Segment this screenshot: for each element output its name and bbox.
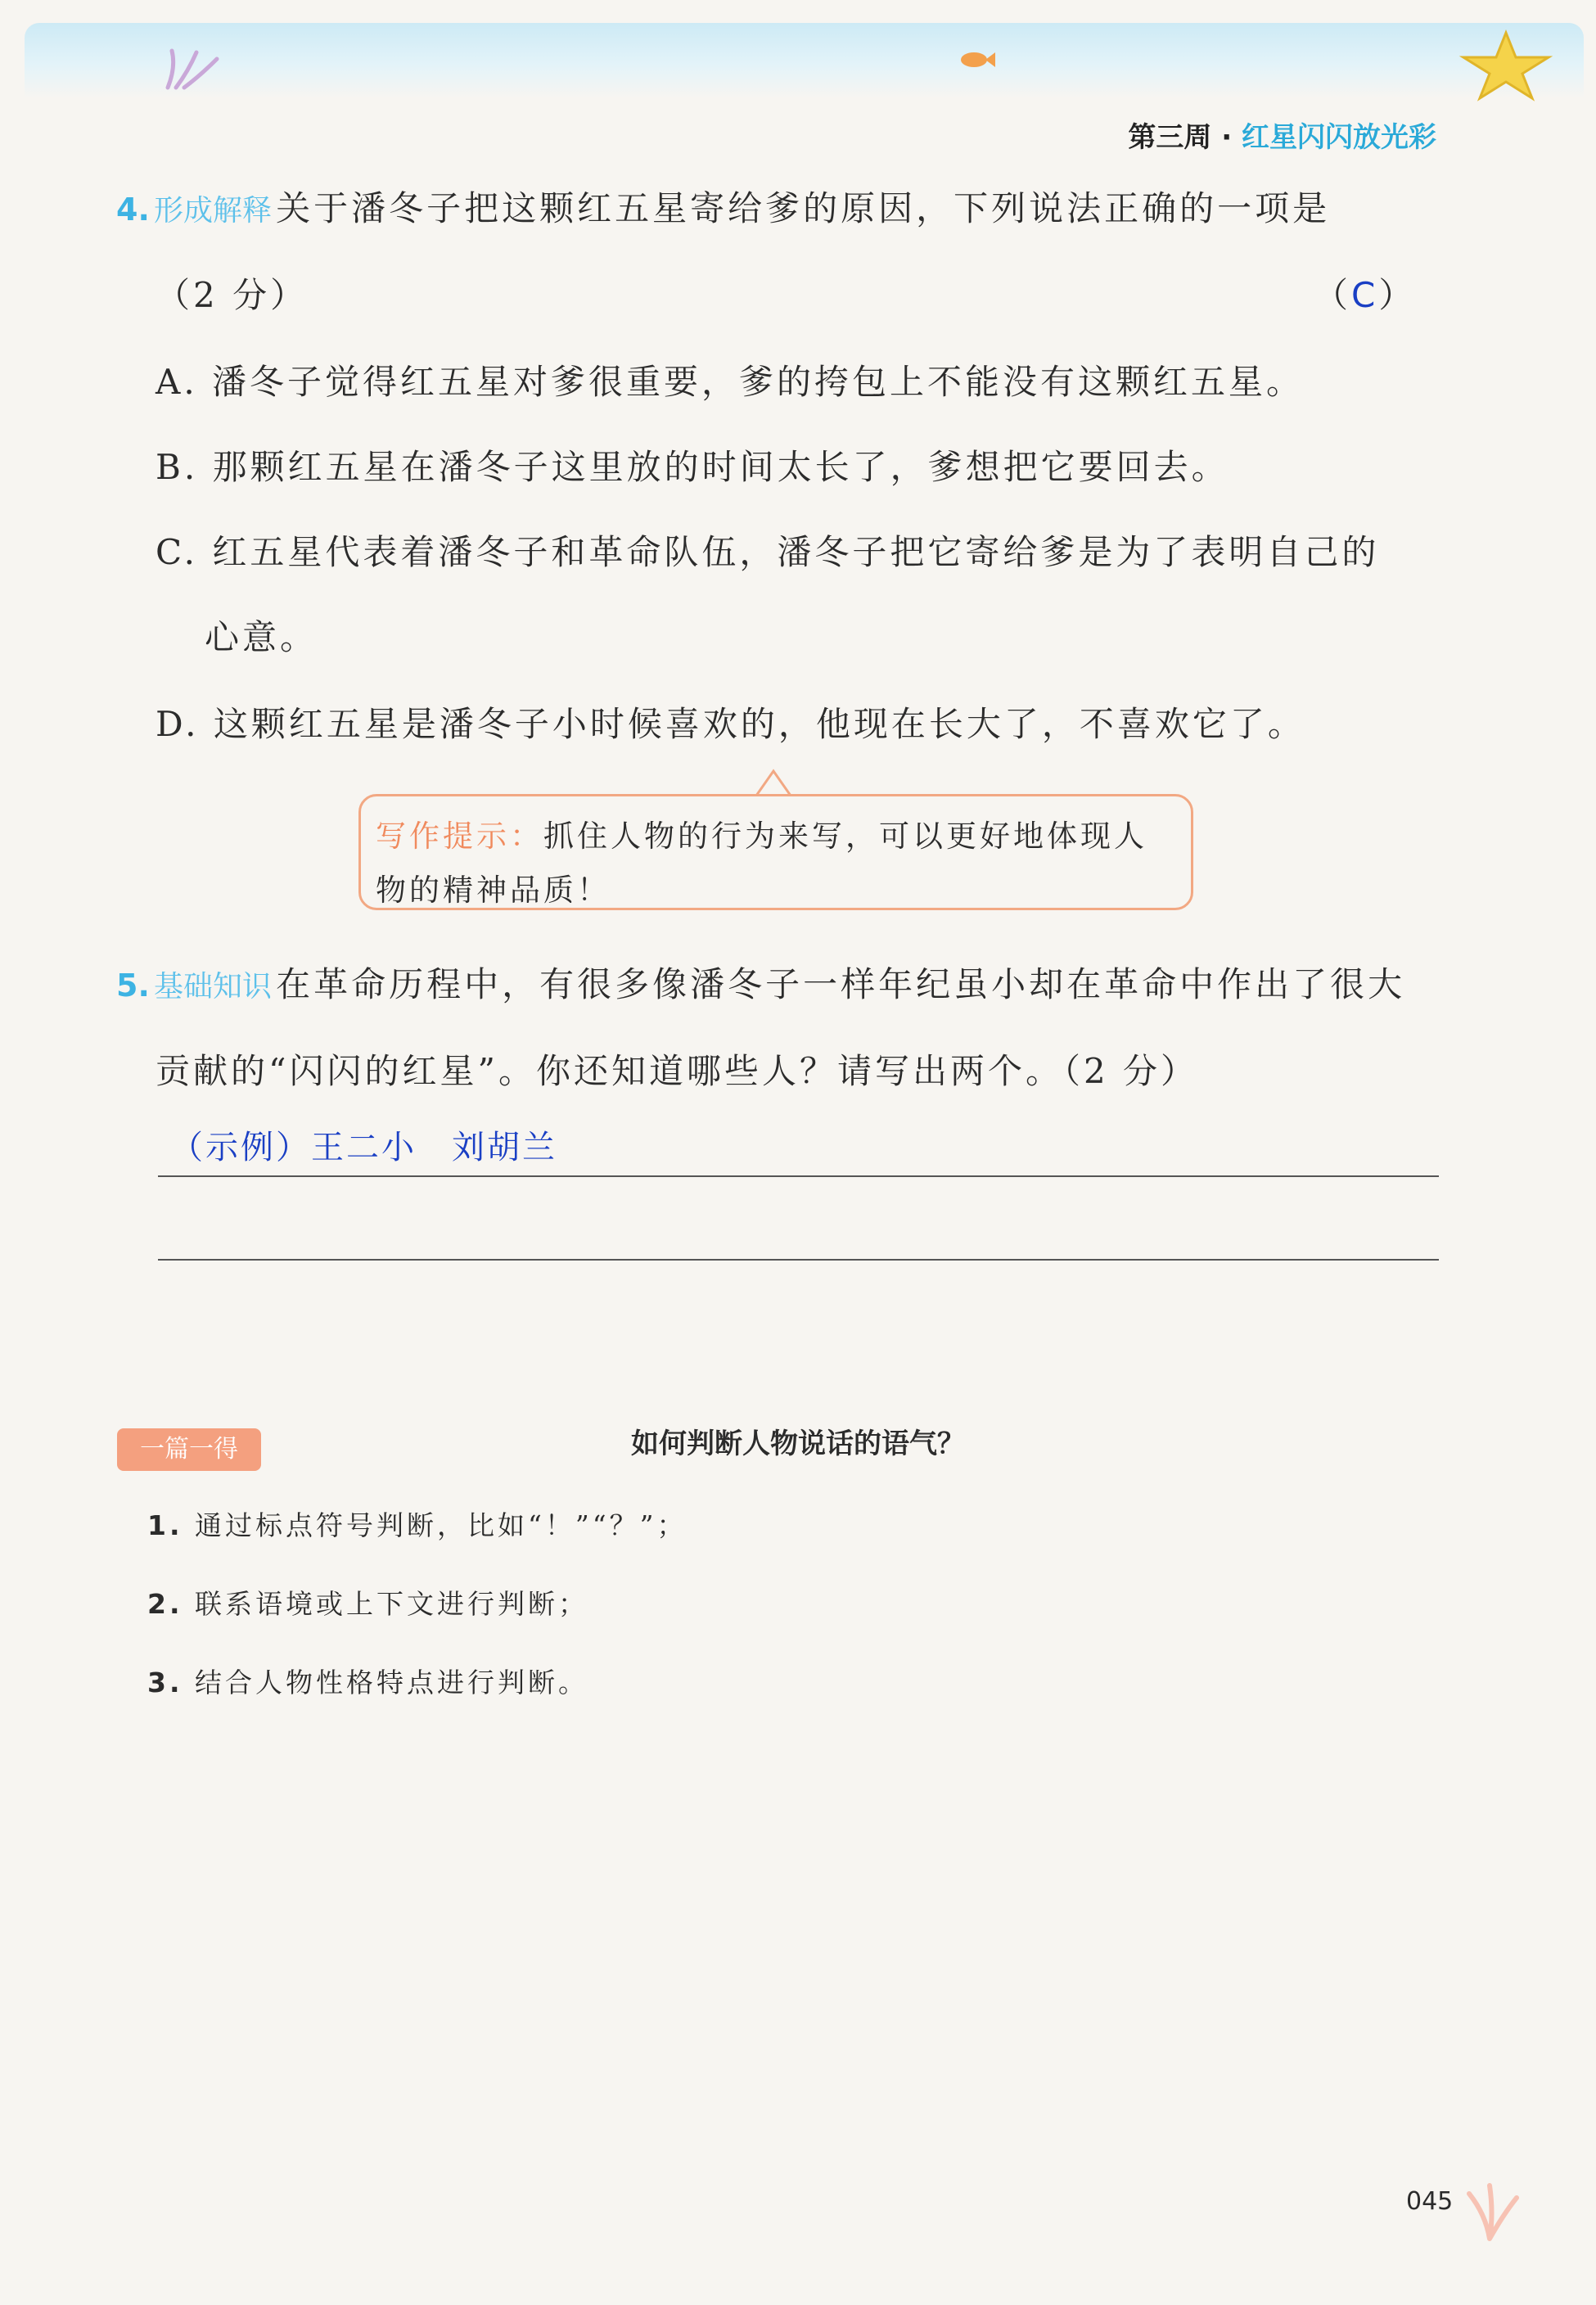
- q5-answer: （示例）王二小 刘胡兰: [170, 1129, 557, 1166]
- q5-stem-text: 在革命历程中，有很多像潘冬子一样年纪虽小却在革命中作出了很大: [276, 964, 1406, 1004]
- starfish-icon: [1457, 29, 1555, 102]
- q4-stem: [116, 182, 1330, 231]
- q5-number: 5.: [116, 968, 150, 1004]
- answer-line-2: [158, 1259, 1439, 1261]
- q4-number: 4.: [116, 192, 150, 228]
- coral-icon: [1453, 2169, 1526, 2243]
- top-banner: [25, 23, 1584, 98]
- answer-line-1: [158, 1175, 1439, 1177]
- q4-option-c: C. 红五星代表着潘冬子和革命队伍，潘冬子把它寄给爹是为了表明自己的: [156, 532, 1380, 572]
- q4-stem-text: 关于潘冬子把这颗红五星寄给爹的原因，下列说法正确的一项是: [276, 188, 1331, 228]
- tip-item: 2. 联系语境或上下文进行判断；: [147, 1588, 588, 1620]
- q4-answer: C: [1351, 275, 1379, 315]
- tip-item: 3. 结合人物性格特点进行判断。: [147, 1667, 588, 1698]
- q4-tag: 形成解释: [153, 194, 272, 228]
- q5-tag: 基础知识: [153, 970, 272, 1004]
- hint-text-2: 物的精神品质！: [376, 873, 611, 908]
- header-week: 第三周: [1128, 121, 1212, 154]
- q4-option-c-cont: 心意。: [205, 617, 318, 657]
- tip-title: 如何判断人物说话的语气？: [631, 1428, 965, 1460]
- writing-hint-box: [358, 794, 1193, 910]
- tip-badge: 一篇一得: [117, 1428, 261, 1471]
- hint-pointer: [753, 768, 794, 797]
- page-number: 045: [1406, 2187, 1454, 2216]
- header-title: 红星闪闪放光彩: [1242, 121, 1436, 154]
- coral-icon: [160, 43, 233, 92]
- header-separator: ·: [1221, 121, 1233, 154]
- fish-icon: [956, 47, 997, 72]
- q4-option-b: B. 那颗红五星在潘冬子这里放的时间太长了，爹想把它要回去。: [156, 447, 1229, 487]
- q4-score: （2 分）: [156, 275, 309, 315]
- q4-answer-bracket: （C）: [1314, 275, 1417, 315]
- q4-option-a: A. 潘冬子觉得红五星对爹很重要，爹的挎包上不能没有这颗红五星。: [156, 362, 1305, 402]
- hint-label: 写作提示：: [376, 819, 543, 854]
- hint-text-1: 抓住人物的行为来写，可以更好地体现人: [543, 819, 1147, 854]
- page-header: [1128, 115, 1436, 155]
- tip-item: 1. 通过标点符号判断，比如“！”“？”；: [147, 1509, 688, 1541]
- q4-option-d: D. 这颗红五星是潘冬子小时候喜欢的，他现在长大了，不喜欢它了。: [156, 704, 1305, 744]
- q5-stem-line2: 贡献的“闪闪的红星”。你还知道哪些人？请写出两个。（2 分）: [156, 1051, 1199, 1091]
- q5-stem: [116, 958, 1405, 1007]
